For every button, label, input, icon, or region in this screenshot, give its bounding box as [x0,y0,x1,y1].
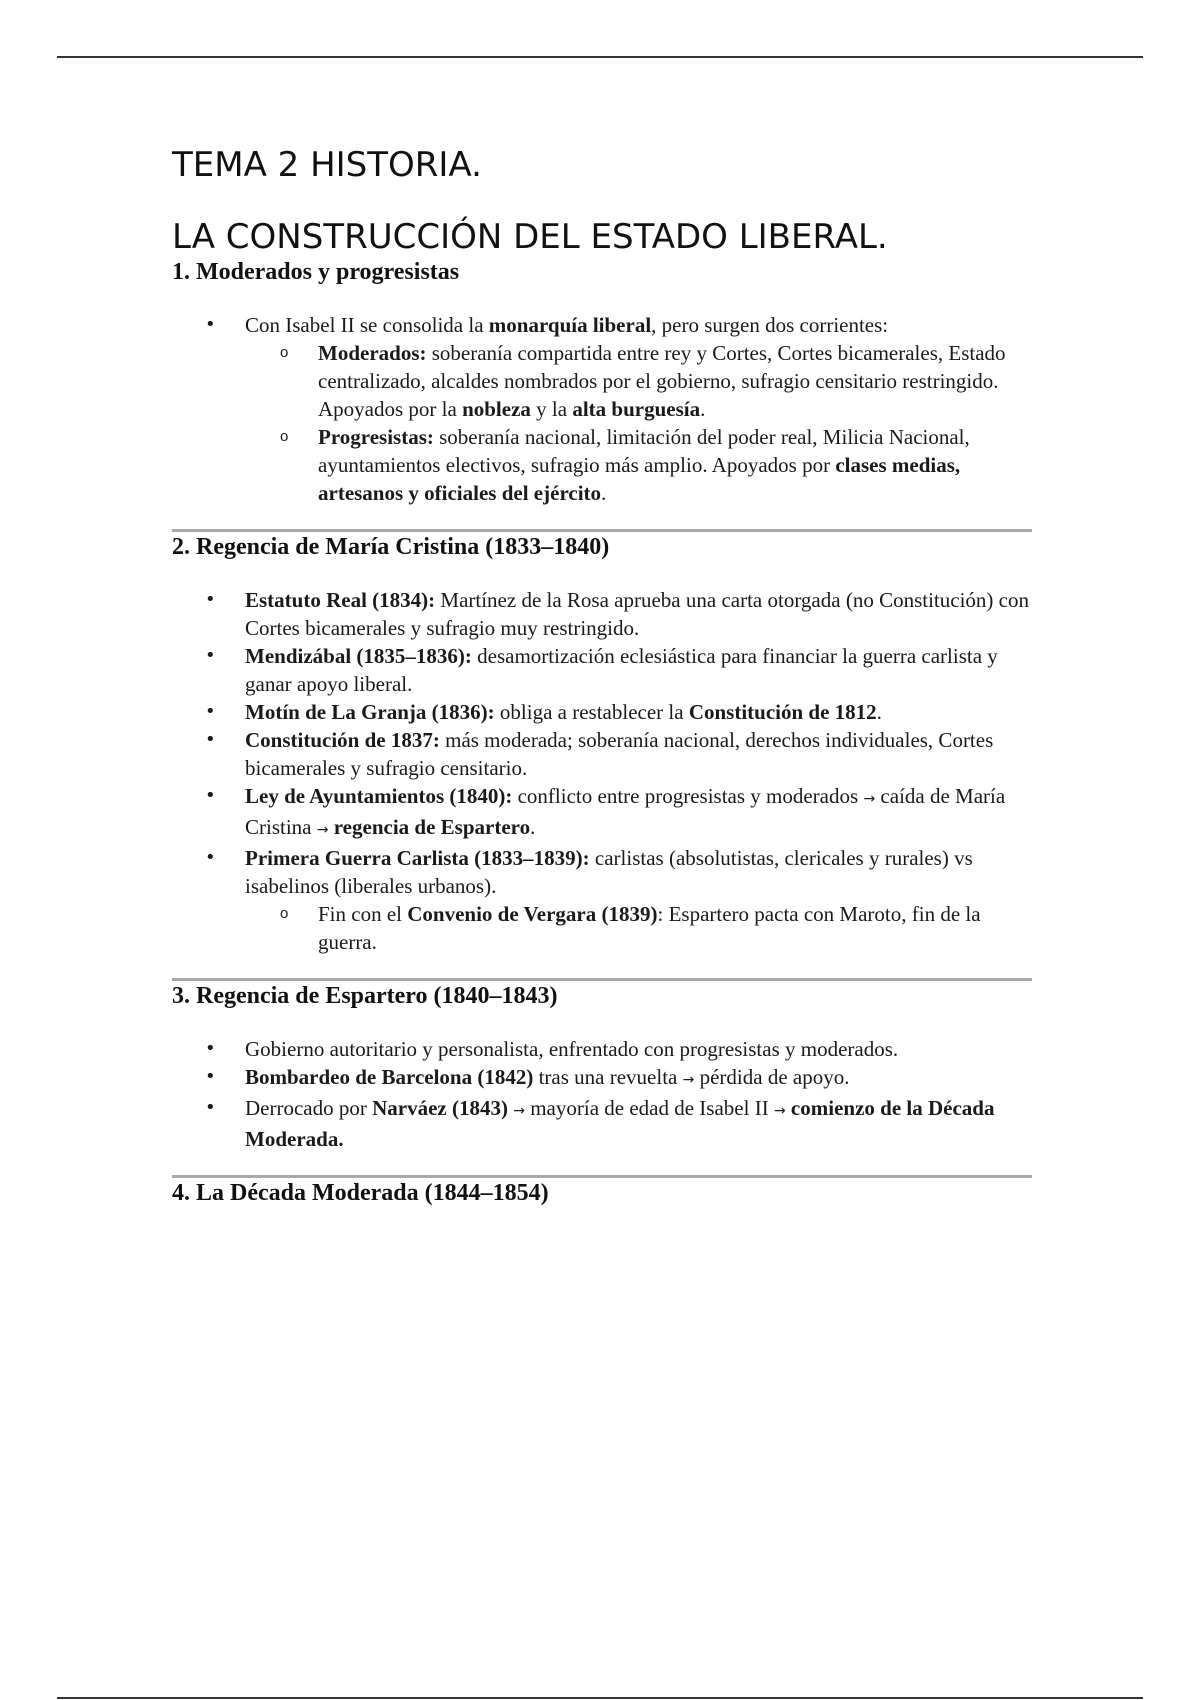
arrow-icon: → [513,1103,525,1119]
arrow-icon: → [863,791,876,807]
list-item: • Con Isabel II se consolida la monarquía liberal, pero surgen dos corrientes: o Moderados: soberanía compartida entre rey y Cortes, Cortes bicamerales, Estado centralizado, alcaldes nombrados por el gobierno, sufragio censitario restringido. Apoyados por la nobleza y la alta burguesía. o Progresistas: soberanía nacional, limitación del poder real, Milicia Nacional, ayuntamientos electivos, sufragio más amplio. Apoyados por clases medias, artesanos y oficiales del ejército. [172,311,1032,507]
list-item: • Derrocado por Narváez (1843) → mayoría de edad de Isabel II → comienzo de la Década Moderada. [172,1094,1032,1153]
list-item: • Bombardeo de Barcelona (1842) tras una revuelta → pérdida de apoyo. [172,1063,1032,1094]
section-2-list [172,586,1032,956]
arrow-icon: → [682,1072,695,1088]
list-item: • Motín de La Granja (1836): obliga a restablecer la Constitución de 1812. [172,698,1032,726]
sub-list [245,339,1032,507]
sub-list-item: o Fin con el Convenio de Vergara (1839): Espartero pacta con Maroto, fin de la guerra. [245,900,1032,956]
list-item: • Ley de Ayuntamientos (1840): conflicto entre progresistas y moderados → caída de María Cristina → regencia de Espartero. [172,782,1032,844]
list-item: • Primera Guerra Carlista (1833–1839): carlistas (absolutistas, clericales y rurales) vs isabelinos (liberales urbanos). o Fin con el Convenio de Vergara (1839): Espartero pacta con Maroto, fin de la guerra. [172,844,1032,956]
section-heading-4: 4. La Década Moderada (1844–1854) [172,1180,549,1206]
section-heading-2: 2. Regencia de María Cristina (1833–1840) [172,534,610,560]
list-item: • Constitución de 1837: más moderada; soberanía nacional, derechos individuales, Cortes bicamerales y sufragio censitario. [172,726,1032,782]
document-title: TEMA 2 HISTORIA. [172,145,482,185]
document-subtitle: LA CONSTRUCCIÓN DEL ESTADO LIBERAL. [172,217,888,257]
page-top-rule [57,56,1143,58]
arrow-icon: → [773,1103,786,1119]
sub-list-item-progresistas: o Progresistas: soberanía nacional, limitación del poder real, Milicia Nacional, ayuntamientos electivos, sufragio más amplio. Apoyados por clases medias, artesanos y oficiales del ejército. [245,423,1032,507]
list-item: • Mendizábal (1835–1836): desamortización eclesiástica para financiar la guerra carlista y ganar apoyo liberal. [172,642,1032,698]
section-heading-1: 1. Moderados y progresistas [172,259,460,285]
list-item: • Gobierno autoritario y personalista, enfrentado con progresistas y moderados. [172,1035,1032,1063]
document-body [172,145,1032,1208]
page-bottom-rule [57,1697,1143,1699]
sub-list [245,900,1032,956]
section-1-list [172,311,1032,507]
list-item: • Estatuto Real (1834): Martínez de la Rosa aprueba una carta otorgada (no Constitución) con Cortes bicamerales y sufragio muy restringido. [172,586,1032,642]
arrow-icon: → [316,822,329,838]
section-heading-3: 3. Regencia de Espartero (1840–1843) [172,983,558,1009]
sub-list-item-moderados: o Moderados: soberanía compartida entre rey y Cortes, Cortes bicamerales, Estado centralizado, alcaldes nombrados por el gobierno, sufragio censitario restringido. Apoyados por la nobleza y la alta burguesía. [245,339,1032,423]
section-3-list [172,1035,1032,1153]
